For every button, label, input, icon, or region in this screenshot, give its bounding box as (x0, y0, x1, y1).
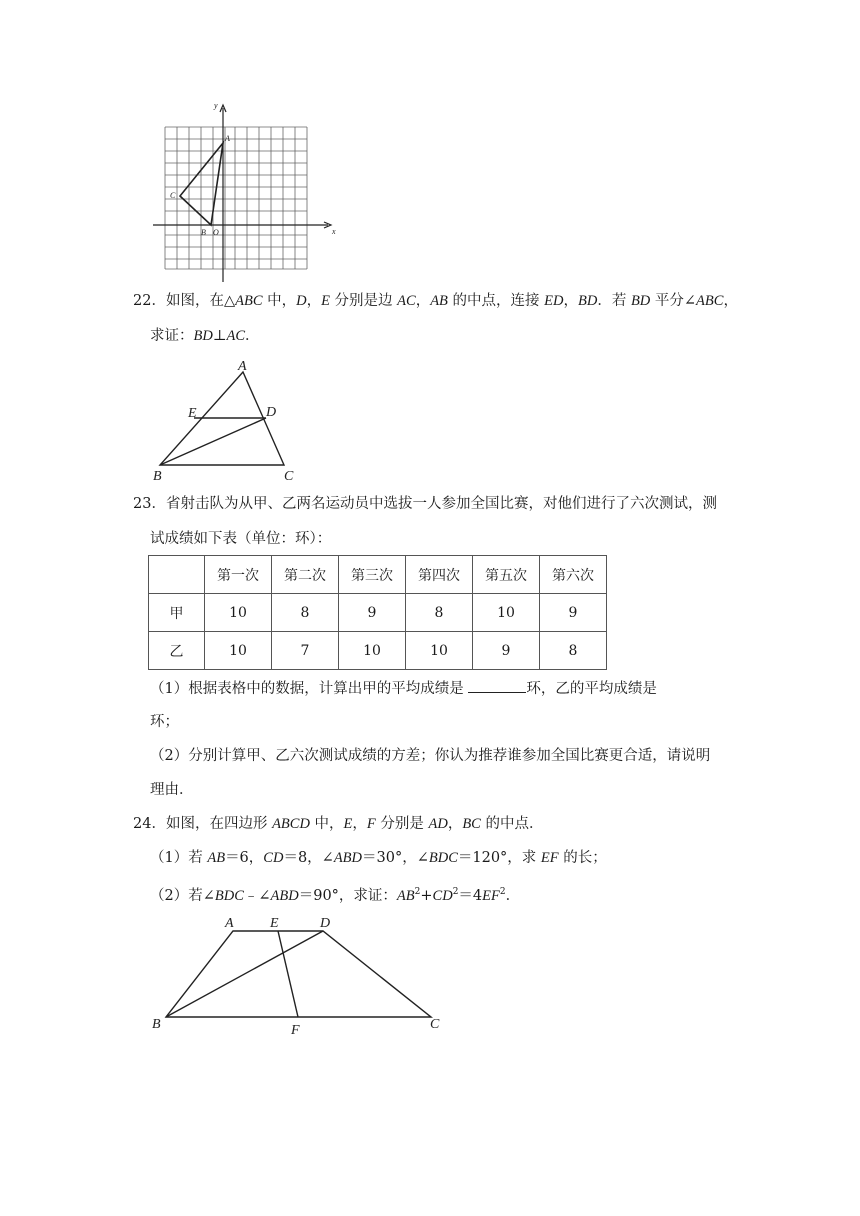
fig22-a-label: A (238, 359, 247, 374)
fig24-a-label: A (225, 916, 234, 931)
table-cell: 乙 (149, 632, 205, 670)
table-cell: 10 (473, 594, 540, 632)
table-cell: 10 (205, 594, 272, 632)
grid-triangle-figure (148, 100, 348, 285)
triangle-abc-figure (148, 356, 308, 486)
table-header-cell: 第四次 (406, 556, 473, 594)
table-cell: 10 (406, 632, 473, 670)
table-cell: 8 (406, 594, 473, 632)
q22-line1: 22．如图，在△ABC 中，D，E 分别是边 AC，AB 的中点，连接 ED，BD．若 BD 平分∠ABC， (133, 293, 738, 309)
q22-line2: 求证：BD⊥AC． (150, 328, 260, 344)
q23-line1: 23．省射击队为从甲、乙两名运动员中选拔一人参加全国比赛，对他们进行了六次测试，测 (133, 496, 717, 512)
table-header-cell: 第五次 (473, 556, 540, 594)
score-table (148, 555, 607, 670)
fig22-c-label: C (284, 469, 294, 484)
table-header-cell: 第六次 (540, 556, 607, 594)
fig22-b-label: B (153, 469, 162, 484)
triangle-abc (180, 143, 223, 225)
fig24-e-label: E (270, 916, 279, 931)
table-cell: 9 (540, 594, 607, 632)
table-cell: 10 (205, 632, 272, 670)
quadrilateral-abcd-figure (148, 910, 453, 1040)
q23-line2: 试成绩如下表（单位：环）： (150, 531, 332, 547)
q24-line1: 24．如图，在四边形 ABCD 中，E，F 分别是 AD，BC 的中点． (133, 816, 544, 832)
x-axis-label: x (332, 227, 336, 236)
table-cell: 10 (339, 632, 406, 670)
q24-part2: （2）若∠BDC﹣∠ABD＝90°，求证：$AB^2+CD^2=4EF^2$． (150, 887, 521, 904)
table-header-cell (149, 556, 205, 594)
q24-part1: （1）若 AB＝6，CD＝8，∠ABD＝30°，∠BDC＝120°，求 EF 的长； (150, 850, 607, 866)
table-cell: 甲 (149, 594, 205, 632)
q23-part1: （1）根据表格中的数据，计算出甲的平均成绩是 环，乙的平均成绩是 (150, 678, 657, 699)
table-row (149, 594, 607, 632)
fig24-c-label: C (430, 1017, 440, 1032)
table-cell: 7 (272, 632, 339, 670)
fig24-f-label: F (291, 1023, 300, 1038)
fig24-b-label: B (152, 1017, 161, 1032)
point-a-label: A (225, 134, 230, 143)
fig22-e-label: E (188, 406, 197, 421)
q23-part1-end: 环； (150, 714, 179, 730)
fig22-d-label: D (266, 405, 277, 420)
answer-blank[interactable] (468, 678, 526, 693)
table-header-row (149, 556, 607, 594)
origin-label: O (213, 228, 219, 237)
table-cell: 8 (540, 632, 607, 670)
table-cell: 9 (339, 594, 406, 632)
y-axis-label: y (214, 101, 218, 110)
table-header-cell: 第一次 (205, 556, 272, 594)
table-cell: 9 (473, 632, 540, 670)
point-b-label: B (201, 228, 206, 237)
q23-part2-line2: 理由． (150, 782, 194, 798)
table-header-cell: 第三次 (339, 556, 406, 594)
fig24-d-label: D (320, 916, 331, 931)
table-header-cell: 第二次 (272, 556, 339, 594)
q23-part2-line1: （2）分别计算甲、乙六次测试成绩的方差；你认为推荐谁参加全国比赛更合适，请说明 (150, 748, 711, 764)
table-row (149, 632, 607, 670)
table-cell: 8 (272, 594, 339, 632)
point-c-label: C (170, 191, 176, 200)
